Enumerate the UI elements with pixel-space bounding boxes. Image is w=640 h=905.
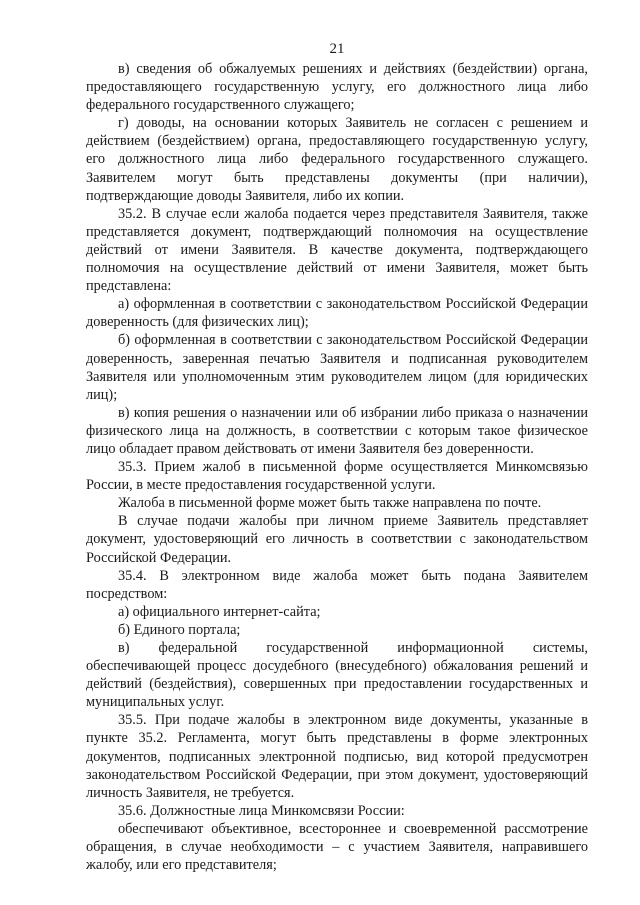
paragraph: а) оформленная в соответствии с законодательством Российской Федерации доверенность (для физических лиц); [86,296,588,331]
paragraph: 35.4. В электронном виде жалоба может быть подана Заявителем посредством: [86,567,588,602]
document-body [86,60,588,874]
paragraph: 35.6. Должностные лица Минкомсвязи России: [118,802,405,819]
paragraph: г) доводы, на основании которых Заявитель не согласен с решением и действием (бездействием) органа, предоставляющего государственную услугу, его должностного лица либо федерального государственного служащего. Заявителем могут быть представлены документы (при наличии), подтверждающие доводы Заявителя, либо их копии. [86,115,588,204]
paragraph: б) Единого портала; [118,621,241,638]
paragraph: Жалоба в письменной форме может быть также направлена по почте. [118,495,542,512]
paragraph: 35.2. В случае если жалоба подается через представителя Заявителя, также представляется документ, подтверждающий полномочия на осуществление действий от имени Заявителя. В качестве документа, подтверждающего полномочия на осуществление действий от имени Заявителя, может быть представлена: [86,205,588,295]
paragraph: в) копия решения о назначении или об избрании либо приказа о назначении физического лица на должность, в соответствии с которым такое физическое лицо обладает правом действовать от имени Заявителя без доверенности. [86,404,588,457]
paragraph: обеспечивают объективное, всестороннее и своевременной рассмотрение обращения, в случае необходимости – с участием Заявителя, направившего жалобу, или его представителя; [86,820,588,874]
paragraph: в) федеральной государственной информационной системы, обеспечивающей процесс досудебного (внесудебного) обжалования решений и действий (бездействия), совершенных при предоставлении государственных и муниципальных услуг. [86,640,588,711]
paragraph: в) сведения об обжалуемых решениях и действиях (бездействии) органа, предоставляющего государственную услугу, его должностного лица либо федерального государственного служащего; [86,61,588,114]
paragraph: 35.5. При подаче жалобы в электронном виде документы, указанные в пункте 35.2. Регламента, могут быть представлены в форме электронных документов, подписанных электронной подписью, вид которой предусмотрен законодательством Российской Федерации, при этом документ, удостоверяющий личность Заявителя, не требуется. [86,712,588,801]
paragraph: а) официального интернет-сайта; [118,603,321,620]
paragraph: В случае подачи жалобы при личном приеме Заявитель представляет документ, удостоверяющий его личность в соответствии с законодательством Российской Федерации. [86,513,588,566]
paragraph: б) оформленная в соответствии с законодательством Российской Федерации доверенность, заверенная печатью Заявителя и подписанная руководителем Заявителя или уполномоченным этим руководителем лицом (для юридических лиц); [86,332,588,403]
paragraph: 35.3. Прием жалоб в письменной форме осуществляется Минкомсвязью России, в месте предоставления государственной услуги. [86,459,588,494]
page-number: 21 [329,41,345,57]
